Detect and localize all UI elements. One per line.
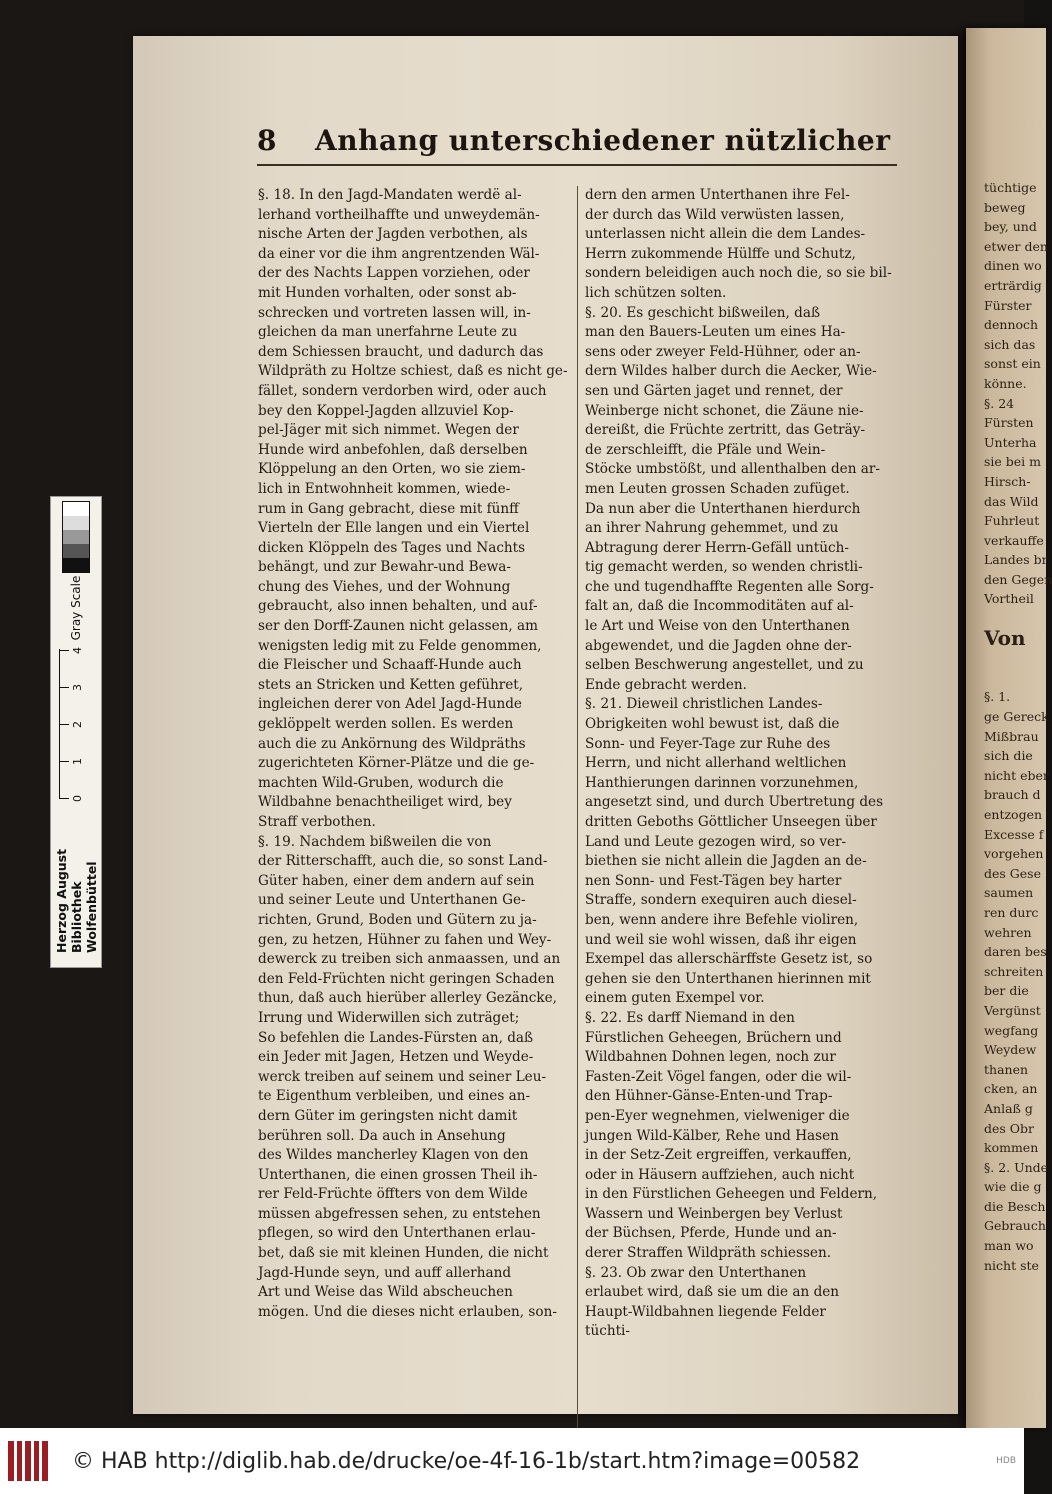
ruler-tick-label: 3 (71, 684, 84, 691)
neighbor-text-line: Fürster (984, 297, 1032, 313)
text-line: oder in Häusern auffziehen, auch nicht (585, 1166, 855, 1183)
neighbor-text-line: sonst ein (984, 356, 1041, 372)
neighbor-page (966, 28, 1052, 1428)
gray-swatch (63, 558, 89, 572)
gray-swatch (63, 530, 89, 544)
left-text-column (258, 186, 568, 1322)
text-line: dern Wildes halber durch die Aecker, Wie- (585, 363, 877, 380)
neighbor-text-line: Fuhrleut (984, 513, 1040, 529)
ruler-tick-label: 0 (71, 795, 84, 802)
text-line: §. 23. Ob zwar den Unterthanen (585, 1264, 807, 1281)
text-line: derer Straffen Wildpräth schiessen. (585, 1245, 832, 1262)
text-line: dern Güter im geringsten nicht damit (258, 1107, 518, 1124)
text-line: an ihrer Nahrung gehemmet, und zu (585, 520, 839, 537)
neighbor-text-line: entzogen (984, 807, 1043, 822)
text-line: Straff verbothen. (258, 814, 376, 830)
text-line: Straffe, sondern exequiren auch diesel- (585, 892, 857, 909)
text-line: Wassern und Weinbergen bey Verlust (585, 1205, 843, 1222)
text-line: pel-Jäger mit sich nimmet. Wegen der (258, 422, 519, 439)
text-line: abgewendet, und die Jagden ohne der- (585, 637, 852, 654)
neighbor-text-line: sich das (984, 336, 1036, 352)
text-line: und seiner Leute und Unterthanen Ge- (258, 892, 526, 909)
text-line: werck treiben auf seinem und seiner Leu- (258, 1068, 547, 1085)
gray-swatches (62, 501, 90, 573)
centimeter-ruler (53, 643, 99, 803)
text-line: stets an Stricken und Ketten geführet, (258, 676, 524, 693)
text-line: sondern beleidigen auch noch die, so sie bil- (585, 265, 892, 282)
neighbor-text-line: brauch d (984, 787, 1041, 803)
text-line: müssen abgefressen sehen, zu entstehen (258, 1205, 541, 1222)
neighbor-text-line: sich die (984, 748, 1033, 764)
text-line: nische Arten der Jagden verbothen, als (258, 226, 528, 243)
neighbor-page-text (984, 178, 1052, 1275)
text-line: §. 19. Nachdem bißweilen die von (258, 833, 492, 850)
text-line: lich in Entwohnheit kommen, wiede- (258, 480, 511, 497)
neighbor-text-line: Vortheil (984, 591, 1034, 607)
text-line: Irrung und Widerwillen sich zuträget; (258, 1009, 520, 1026)
neighbor-text-line: wegfang (984, 1022, 1039, 1038)
footer-mark: HDB (996, 1456, 1016, 1466)
text-line: nen Sonn- und Fest-Tägen bey harter (585, 872, 842, 889)
neighbor-text-line: Hirsch- (984, 473, 1031, 489)
text-line: le Art und Weise von den Unterthanen (585, 618, 850, 635)
ruler-tick-label: 2 (71, 721, 84, 728)
text-line: men Leuten grossen Schaden zufüget. (585, 480, 850, 497)
text-line: Herrn zukommende Hülffe und Schutz, (585, 245, 856, 262)
text-line: fället, sondern verdorben wird, oder auch (258, 382, 547, 399)
neighbor-text-line: könne. (984, 375, 1027, 391)
text-line: in den Fürstlichen Geheegen und Feldern, (585, 1186, 878, 1203)
text-line: lich schützen solten. (585, 284, 727, 301)
neighbor-text-line: die Besch (984, 1198, 1046, 1214)
neighbor-text-line: cken, an (984, 1081, 1038, 1097)
text-line: mit Hunden vorhalten, oder sonst ab- (258, 284, 517, 301)
text-line: in der Setz-Zeit ergreiffen, verkauffen, (585, 1147, 852, 1164)
text-line: ser den Dorff-Zaunen nicht gelassen, am (258, 618, 539, 635)
text-line: bet, daß sie mit kleinen Hunden, die nicht (258, 1245, 549, 1262)
text-line: unterlassen nicht allein die dem Landes- (585, 226, 866, 243)
neighbor-text-line: wie die g (984, 1179, 1042, 1195)
neighbor-text-line: bey, und (984, 219, 1037, 235)
page-number: 8 (257, 124, 277, 157)
text-line: gehen sie den Unterthanen hierinnen mit (585, 970, 871, 987)
text-line: thun, daß auch hierüber allerley Gezäncke, (258, 990, 557, 1007)
text-line: rer Feld-Früchte öffters von dem Wilde (258, 1186, 528, 1203)
text-line: dereißt, die Früchte zertritt, das Geträy- (585, 422, 866, 439)
neighbor-text-line: §. 2. Unde (984, 1159, 1049, 1175)
text-line: gleichen da man unerfahrne Leute zu (258, 324, 518, 341)
neighbor-text-line: Anlaß g (984, 1100, 1033, 1116)
text-line: jungen Wild-Kälber, Rehe und Hasen (585, 1127, 839, 1144)
text-line: Vierteln der Elle langen und ein Viertel (258, 520, 530, 537)
neighbor-text-line: den Gegen (984, 571, 1052, 587)
text-line: Unterthanen, die einen grossen Theil ih- (258, 1166, 538, 1183)
text-line: biethen sie nicht allein die Jagden an de- (585, 853, 867, 870)
text-line: des Wildes mancherley Klagen von den (258, 1147, 529, 1164)
neighbor-text-line: ber die (984, 983, 1029, 999)
neighbor-text-line: Fürsten (984, 415, 1034, 431)
text-line: Wildpräth zu Holtze schiest, daß es nicht ge- (258, 363, 568, 380)
neighbor-text-line: Weydew (984, 1042, 1037, 1058)
neighbor-text-line: Mißbrau (984, 728, 1039, 744)
text-line: die Fleischer und Schaaff-Hunde auch (258, 657, 522, 674)
neighbor-text-line: das Wild (984, 493, 1039, 509)
neighbor-text-line: kommen (984, 1140, 1039, 1156)
neighbor-text-line: verkauffe (984, 532, 1044, 548)
ruler-tick (59, 687, 69, 688)
text-line: tig gemacht werden, so wenden christli- (585, 559, 863, 576)
text-line: ingleichen derer von Adel Jagd-Hunde (258, 696, 522, 713)
text-line: Land und Leute gezogen wird, so ver- (585, 833, 847, 850)
ruler-tick (59, 724, 69, 725)
text-line: Güter haben, einer dem andern auf sein (258, 872, 535, 889)
text-line: pen-Eyer wegnehmen, vielweniger die (585, 1107, 850, 1124)
neighbor-text-line: dinen wo (984, 258, 1042, 274)
text-line: Wildbahne benachtheiliget wird, bey (258, 794, 512, 811)
text-line: Da nun aber die Unterthanen hierdurch (585, 500, 861, 517)
neighbor-text-line: des Obr (984, 1120, 1035, 1136)
ruler-tick (59, 761, 69, 762)
gray-swatch (63, 502, 89, 516)
neighbor-text-line: nicht ste (984, 1257, 1039, 1273)
neighbor-text-line: Excesse f (984, 826, 1044, 842)
copyright-url[interactable]: © HAB http://diglib.hab.de/drucke/oe-4f-16-1b/start.htm?image=00582 (72, 1448, 861, 1474)
text-line: da einer vor die ihm angrentzenden Wäl- (258, 245, 540, 262)
neighbor-text-line: Vergünst (984, 1002, 1041, 1018)
neighbor-text-line: erträrdig (984, 277, 1042, 293)
gray-scale-strip (50, 496, 102, 968)
institution-name (54, 803, 99, 967)
text-line: te Eigenthum verbleiben, und eines an- (258, 1088, 531, 1105)
hab-logo-icon (8, 1441, 48, 1481)
text-line: und weil sie wohl wissen, daß ihr eigen (585, 931, 857, 948)
gray-swatch (63, 516, 89, 530)
neighbor-text-line: Landes br (984, 552, 1048, 568)
text-line: dewerck zu treiben sich anmaassen, und an (258, 951, 561, 968)
text-line: Fürstlichen Geheegen, Brüchern und (585, 1029, 842, 1046)
neighbor-text-line: sie bei m (984, 454, 1042, 470)
page-header (257, 124, 897, 166)
neighbor-text-line (984, 668, 1044, 688)
text-line: den Hühner-Gänse-Enten-und Trap- (585, 1088, 833, 1105)
text-line: machten Wild-Gruben, wodurch die (258, 774, 504, 791)
text-line: dritten Geboths Göttlicher Unseegen über (585, 814, 877, 830)
institution-line-1: Herzog August Bibliothek (53, 848, 84, 953)
text-line: einem guten Exempel vor. (585, 990, 765, 1007)
ruler-tick-label: 1 (71, 758, 84, 765)
text-line: schrecken und vortreten lassen will, in- (258, 304, 531, 321)
neighbor-text-line: ren durc (984, 904, 1039, 920)
footer-bar (0, 1428, 1024, 1494)
text-line: der durch das Wild verwüsten lassen, (585, 206, 845, 223)
text-line: Herrn, und nicht allerhand weltlichen (585, 755, 847, 772)
text-line: berühren soll. Da auch in Ansehung (258, 1127, 506, 1144)
text-line: Abtragung derer Herrn-Gefäll untüch- (585, 539, 849, 556)
text-line: dem Schiessen braucht, und dadurch das (258, 343, 544, 360)
neighbor-text-line: ge Gereck (984, 709, 1049, 725)
text-line: man den Bauers-Leuten um eines Ha- (585, 324, 846, 341)
neighbor-text-line: §. 1. (984, 689, 1011, 705)
text-line: §. 18. In den Jagd-Mandaten werdë al- (258, 187, 522, 203)
text-line: lerhand vortheilhaffte und unweydemän- (258, 206, 540, 223)
text-line: Hanthierungen darinnen vorzunehmen, (585, 774, 859, 791)
neighbor-text-line: Gebrauch (984, 1218, 1046, 1234)
text-line: der Ritterschafft, auch die, so sonst Land- (258, 853, 548, 870)
gray-scale-label: Gray Scale (69, 575, 83, 641)
neighbor-text-line: etwer den (984, 238, 1048, 254)
text-line: che und tugendhaffte Regenten alle Sorg- (585, 578, 874, 595)
text-line: Exempel das allerschärffste Gesetz ist, so (585, 951, 873, 968)
text-line: Klöppelung an den Orten, wo sie ziem- (258, 461, 526, 478)
text-line: der des Nachts Lappen vorziehen, oder (258, 265, 530, 282)
ruler-tick-label: 4 (71, 647, 84, 654)
text-line: richten, Grund, Boden und Gütern zu ja- (258, 911, 537, 928)
neighbor-text-line: daren bes (984, 944, 1047, 960)
text-line: behängt, und zur Bewahr-und Bewa- (258, 559, 511, 576)
neighbor-text-line (984, 648, 1044, 668)
right-text-column (585, 186, 895, 1342)
text-line: Stöcke umbstößt, und allenthalben den ar- (585, 461, 880, 478)
neighbor-text-line: tüchtige (984, 180, 1037, 195)
text-line: zugerichteten Körner-Plätze und die ge- (258, 755, 535, 772)
neighbor-text-line: man wo (984, 1238, 1034, 1254)
running-title: Anhang unterschiedener nützlicher (315, 124, 891, 157)
text-line: tüchti- (585, 1323, 630, 1340)
neighbor-text-line: Unterha (984, 434, 1037, 450)
text-line: ben, wenn andere ihre Befehle violiren, (585, 911, 859, 928)
text-line: pflegen, so wird den Unterthanen erlau- (258, 1225, 536, 1242)
text-line: Sonn- und Feyer-Tage zur Ruhe des (585, 735, 831, 752)
text-line: §. 21. Dieweil christlichen Landes- (585, 696, 823, 713)
text-line: chung des Viehes, und der Wohnung (258, 578, 511, 595)
neighbor-text-line: nicht eber (984, 767, 1049, 783)
ruler-tick (59, 798, 69, 799)
neighbor-text-line: thanen (984, 1061, 1029, 1077)
text-line: falt an, daß die Incommoditäten auf al- (585, 598, 854, 615)
neighbor-text-line: saumen (984, 885, 1034, 901)
neighbor-text-line: Von (984, 625, 1026, 650)
ruler-tick (59, 650, 69, 651)
text-line: sen und Gärten jaget und rennet, der (585, 382, 843, 399)
neighbor-text-line: beweg (984, 199, 1026, 215)
neighbor-text-line: wehren (984, 924, 1032, 940)
text-line: bey den Koppel-Jagden allzuviel Kop- (258, 402, 514, 419)
text-line: Obrigkeiten wohl bewust ist, daß die (585, 716, 840, 733)
institution-line-2: Wolfenbüttel (83, 861, 99, 953)
text-line: Ende gebracht werden. (585, 676, 747, 693)
text-line: der Büchsen, Pferde, Hunde und an- (585, 1225, 837, 1242)
text-line: ein Jeder mit Jagen, Hetzen und Weyde- (258, 1049, 534, 1066)
text-line: gebraucht, also innen behalten, und auf- (258, 598, 538, 615)
neighbor-text-line: des Gese (984, 865, 1041, 881)
text-line: auch die zu Ankörnung des Wildpräths (258, 735, 526, 752)
text-line: Weinberge nicht schonet, die Zäune nie- (585, 402, 864, 419)
text-line: sens oder zweyer Feld-Hühner, oder an- (585, 343, 861, 360)
text-line: wenigsten ledig mit zu Felde genommen, (258, 637, 542, 654)
text-line: gen, zu hetzen, Hühner zu fahen und Wey- (258, 931, 552, 948)
text-line: Jagd-Hunde seyn, und auff allerhand (258, 1264, 512, 1281)
neighbor-text-line: §. 24 (984, 395, 1015, 411)
text-line: angesetzt sind, und durch Ubertretung des (585, 794, 884, 811)
text-line: Hunde wird anbefohlen, daß derselben (258, 441, 528, 458)
text-line: dern den armen Unterthanen ihre Fel- (585, 187, 850, 203)
neighbor-text-line: vorgehen (984, 846, 1044, 862)
neighbor-text-line: schreiten (984, 963, 1044, 979)
text-line: rum in Gang gebracht, diese mit fünff (258, 500, 519, 517)
text-line: Art und Weise das Wild abscheuchen (258, 1284, 513, 1301)
book-page (133, 36, 958, 1414)
column-divider (577, 186, 578, 1431)
gray-swatch (63, 544, 89, 558)
neighbor-text-line: dennoch (984, 317, 1039, 333)
text-line: mögen. Und die dieses nicht erlauben, son- (258, 1303, 557, 1320)
text-line: erlaubet wird, daß sie um die an den (585, 1284, 840, 1301)
text-line: Fasten-Zeit Vögel fangen, oder die wil- (585, 1068, 852, 1085)
text-line: §. 20. Es geschicht bißweilen, daß (585, 304, 821, 321)
text-line: Wildbahnen Dohnen legen, noch zur (585, 1049, 836, 1066)
text-line: §. 22. Es darff Niemand in den (585, 1009, 795, 1026)
text-line: de zerschleifft, die Pfäle und Wein- (585, 441, 826, 458)
text-line: selben Beschwerung angestellet, und zu (585, 657, 864, 674)
text-line: dicken Klöppeln des Tages und Nachts (258, 539, 526, 556)
text-line: geklöppelt werden sollen. Es werden (258, 716, 514, 733)
text-line: Haupt-Wildbahnen liegende Felder (585, 1303, 826, 1320)
text-line: So befehlen die Landes-Fürsten an, daß (258, 1029, 534, 1046)
text-line: den Feld-Früchten nicht geringen Schaden (258, 970, 555, 987)
